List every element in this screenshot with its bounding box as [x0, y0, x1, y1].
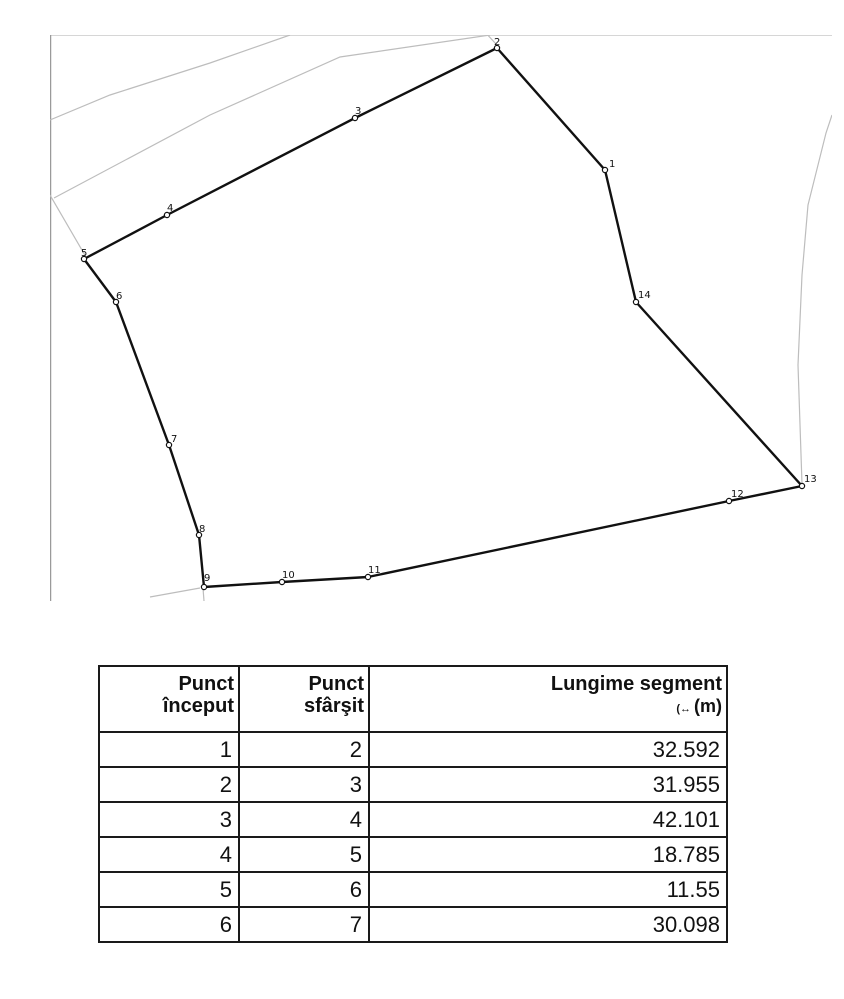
- table-row: [99, 732, 727, 767]
- point-label-12: 12: [731, 489, 744, 500]
- point-label-14: 14: [638, 290, 651, 301]
- table-row: [99, 872, 727, 907]
- cell-end: 6: [239, 872, 369, 907]
- cell-length: 42.101: [369, 802, 727, 837]
- cell-length: 18.785: [369, 837, 727, 872]
- table-row: [99, 802, 727, 837]
- table-row: [99, 907, 727, 942]
- point-label-6: 6: [116, 291, 123, 302]
- table-header-row: [99, 666, 727, 732]
- point-label-8: 8: [199, 524, 206, 535]
- header-end-line2: sfârşit: [303, 695, 364, 717]
- point-marker-1: [602, 167, 607, 172]
- plan-drawing: [50, 35, 832, 601]
- cell-end: 7: [239, 907, 369, 942]
- point-label-10: 10: [282, 570, 295, 581]
- point-label-4: 4: [167, 203, 174, 214]
- cell-end: 3: [239, 767, 369, 802]
- table-row: [99, 837, 727, 872]
- header-start-line1: Punct: [178, 673, 234, 695]
- header-start-line2: început: [162, 695, 234, 717]
- point-label-11: 11: [368, 565, 381, 576]
- cell-end: 4: [239, 802, 369, 837]
- header-end-point: [239, 666, 369, 732]
- cell-length: 31.955: [369, 767, 727, 802]
- segment-length-table: [98, 665, 728, 943]
- point-label-7: 7: [171, 434, 178, 445]
- point-marker-9: [201, 584, 206, 589]
- header-end-line1: Punct: [308, 673, 364, 695]
- cell-start: 1: [99, 732, 239, 767]
- cell-start: 3: [99, 802, 239, 837]
- point-label-3: 3: [355, 106, 362, 117]
- table-row: [99, 767, 727, 802]
- header-length-unit: [374, 695, 722, 720]
- plot-plan: [50, 35, 832, 601]
- cell-start: 6: [99, 907, 239, 942]
- point-label-1: 1: [609, 159, 616, 170]
- point-label-13: 13: [804, 474, 817, 485]
- point-label-5: 5: [81, 248, 88, 259]
- header-length-unit-text: (m): [694, 696, 722, 716]
- header-length-line1: Lungime segment: [550, 673, 722, 695]
- cell-length: 30.098: [369, 907, 727, 942]
- point-label-9: 9: [204, 573, 211, 584]
- header-start-point: [99, 666, 239, 732]
- cell-start: 2: [99, 767, 239, 802]
- point-label-2: 2: [494, 37, 501, 48]
- double-arrow-icon: (↔: [676, 703, 691, 715]
- header-segment-length: [369, 666, 727, 732]
- cell-start: 4: [99, 837, 239, 872]
- cell-length: 11.55: [369, 872, 727, 907]
- cell-end: 2: [239, 732, 369, 767]
- cell-length: 32.592: [369, 732, 727, 767]
- cell-start: 5: [99, 872, 239, 907]
- cell-end: 5: [239, 837, 369, 872]
